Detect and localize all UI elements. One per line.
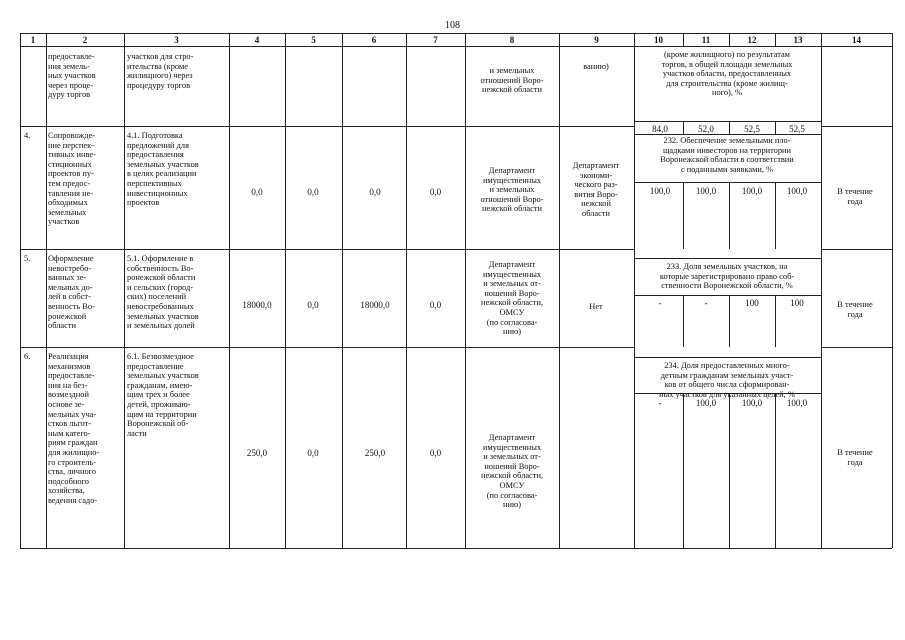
indicator-line [634, 134, 821, 135]
row4-value-12: 100,0 [741, 186, 763, 196]
carryover-value-13: 52,5 [789, 124, 805, 134]
row6-col5: 0,0 [307, 448, 319, 458]
row4-col4: 0,0 [251, 187, 263, 197]
body-col-divider [124, 46, 125, 548]
row5-value-10: - [658, 298, 662, 308]
body-col-divider [465, 46, 466, 548]
row4-value-11: 100,0 [695, 186, 717, 196]
column-header-1: 1 [30, 35, 36, 45]
column-header-8: 8 [509, 35, 515, 45]
carryover-activity: участков для стро- ительства (кроме жилищного) через процедуру торгов [127, 52, 194, 90]
carryover-coexecutor: ванию) [583, 62, 609, 71]
carryover-name: предоставле- ния земель- ных участков через проце- дуру торгов [48, 52, 96, 100]
row5-value-13: 100 [790, 298, 804, 308]
body-col-divider [342, 46, 343, 548]
column-header-2: 2 [82, 35, 88, 45]
row-separator [20, 126, 634, 127]
row4-value-13: 100,0 [786, 186, 808, 196]
column-header-12: 12 [747, 35, 757, 45]
row-separator [20, 347, 634, 348]
row5-activity: 5.1. Оформление в собственность Во- ронежской области и сельских (город- ских) поселений невостребованных земельных участков и земельных долей [127, 254, 199, 331]
indicator-line [634, 121, 821, 122]
row5-col6: 18000,0 [360, 300, 390, 310]
row6-indicator: 234. Доля предоставленных много- детным гражданам земельных участ- ков от общего числа сформирован- ных участков для указанных целей, % [659, 361, 795, 399]
row6-col4: 250,0 [246, 448, 268, 458]
row5-indicator: 233. Доля земельных участков, на которые зарегистрировано право соб- ственности Воронежской области, % [659, 262, 795, 291]
carryover-indicator: (кроме жилищного) по результатам торгов, в общей площади земельных участков области, предоставленных для строительства (кроме жилищ- ного), % [661, 50, 793, 98]
row6-value-11: 100,0 [695, 398, 717, 408]
column-header-7: 7 [433, 35, 438, 45]
row5-num: 5. [24, 254, 31, 263]
row6-value-12: 100,0 [741, 398, 763, 408]
row5-term: В течение года [837, 300, 873, 319]
row4-col6: 0,0 [369, 187, 381, 197]
row5-value-11: - [704, 298, 708, 308]
carryover-value-10: 84,0 [652, 124, 668, 134]
column-header-13: 13 [793, 35, 803, 45]
grid-vline [683, 393, 684, 548]
row5-col5: 0,0 [307, 300, 319, 310]
row4-col5: 0,0 [307, 187, 319, 197]
body-col-divider [892, 46, 893, 548]
row4-num: 4. [24, 131, 31, 140]
column-header-5: 5 [311, 35, 316, 45]
row4-term: В течение года [837, 187, 873, 206]
page-number: 108 [445, 20, 460, 31]
indicator-line [634, 295, 821, 296]
header-col-divider [892, 33, 893, 46]
carryover-value-11: 52,0 [698, 124, 714, 134]
grid-vline [775, 393, 776, 548]
row4-coexecutor: Департамент экономи- ческого раз- вития Воро- нежской области [572, 161, 620, 218]
column-header-4: 4 [254, 35, 260, 45]
row5-value-12: 100 [745, 298, 759, 308]
row6-num: 6. [24, 352, 31, 361]
row4-executor: Департамент имущественных и земельных отношений Воро- нежской области [480, 166, 544, 214]
body-col-divider [20, 46, 21, 548]
row6-col6: 250,0 [364, 448, 386, 458]
row-separator [20, 249, 634, 250]
row6-col7: 0,0 [429, 448, 442, 458]
column-header-10: 10 [654, 35, 663, 45]
column-header-9: 9 [594, 35, 599, 45]
row-separator [821, 126, 892, 127]
column-header-3: 3 [174, 35, 179, 45]
indicator-line [634, 357, 821, 358]
row4-name: Сопровожде- ние перспек- тивных инве- стиционных проектов пу- тем предос- тавления не- обходимых земельных участков [48, 131, 96, 227]
column-header-6: 6 [371, 35, 377, 45]
table-bottom-line [20, 548, 892, 549]
column-header-14: 14 [852, 35, 861, 45]
row5-name: Оформление невостребо- ванных зе- мельных до- лей в собст- венность Во- ронежской области [48, 254, 95, 331]
carryover-executor: и земельных отношений Воро- нежской области [480, 66, 544, 95]
body-col-divider [285, 46, 286, 548]
carryover-value-12: 52,5 [744, 124, 760, 134]
row6-value-13: 100,0 [786, 398, 808, 408]
body-col-divider [821, 46, 822, 548]
row6-activity: 6.1. Безвозмездное предоставление земельных участков гражданам, имею- щим трех и более детей, проживаю- щим на территории Воронежской об- ласти [127, 352, 199, 438]
grid-vline [729, 393, 730, 548]
row5-coexecutor: Нет [589, 302, 603, 311]
row4-value-10: 100,0 [649, 186, 671, 196]
row4-activity: 4.1. Подготовка предложений для предоставления земельных участков в целях реализации перспективных инвестиционных проектов [127, 131, 199, 208]
body-col-divider [559, 46, 560, 548]
row6-value-10: - [658, 398, 662, 408]
row6-term: В течение года [837, 448, 873, 467]
body-col-divider [229, 46, 230, 548]
row6-executor: Департамент имущественных и земельных от- ношений Воро- нежской области, ОМСУ (по согласова- нию) [480, 433, 544, 510]
row4-indicator: 232. Обеспечение земельными пло- щадками инвесторов на территории Воронежской области в соответствии с поданными заявками, % [660, 136, 794, 174]
indicator-line [634, 182, 821, 183]
indicator-line [634, 258, 821, 259]
row6-name: Реализация механизмов предоставле- ния на без- возмездной основе зе- мельных уча- стков льгот- ным катего- риям граждан для жилищно- го строитель- ства, личного подсобного хозяйства, ведения садо- [48, 352, 100, 505]
row5-col7: 0,0 [429, 300, 442, 310]
row-separator [821, 347, 892, 348]
row5-executor: Департамент имущественных и земельных от- ношений Воро- нежской области, ОМСУ (по согласова- нию) [480, 260, 544, 337]
header-bottom-line [20, 46, 892, 47]
body-col-divider [406, 46, 407, 548]
row-separator [821, 249, 892, 250]
column-header-11: 11 [701, 35, 711, 45]
row5-col4: 18000,0 [242, 300, 272, 310]
row4-col7: 0,0 [429, 187, 442, 197]
body-col-divider [46, 46, 47, 548]
